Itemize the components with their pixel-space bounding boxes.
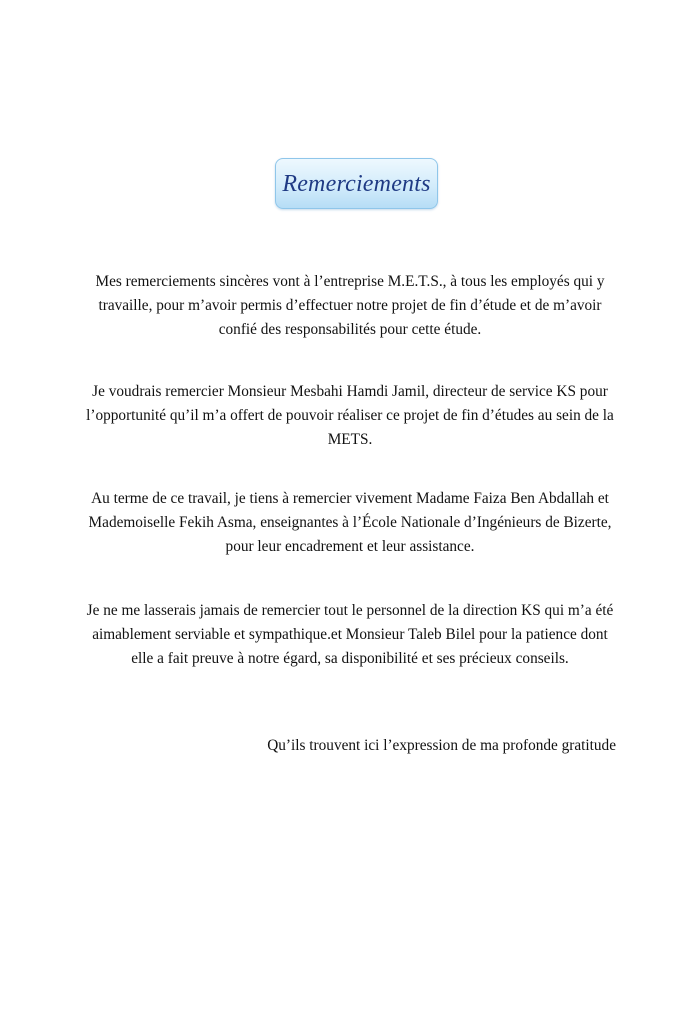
closing-line: Qu’ils trouvent ici l’expression de ma profonde gratitude bbox=[267, 737, 616, 754]
paragraph-supervisors-thanks: Au terme de ce travail, je tiens à remercier vivement Madame Faiza Ben Abdallah et Mademoiselle Fekih Asma, enseignantes à l’École Nationale d’Ingénieurs de Bizerte, pour leur encadrement et leur assistance. bbox=[88, 490, 612, 555]
paragraph-director-thanks: Je voudrais remercier Monsieur Mesbahi Hamdi Jamil, directeur de service KS pour l’opportunité qu’il m’a offert de pouvoir réaliser ce projet de fin d’études au sein de la METS. bbox=[86, 383, 614, 448]
paragraph-staff-thanks: Je ne me lasserais jamais de remercier tout le personnel de la direction KS qui m’a été aimablement serviable et sympathique.et Monsieur Taleb Bilel pour la patience dont elle a fait preuve à notre égard, sa disponibilité et ses précieux conseils. bbox=[86, 602, 614, 667]
paragraph-company-thanks: Mes remerciements sincères vont à l’entreprise M.E.T.S., à tous les employés qui y travaille, pour m’avoir permis d’effectuer notre projet de fin d’étude et de m’avoir confié des responsabilités pour cette étude. bbox=[95, 273, 605, 338]
title-box bbox=[275, 158, 438, 209]
page-title: Remerciements bbox=[282, 170, 431, 197]
